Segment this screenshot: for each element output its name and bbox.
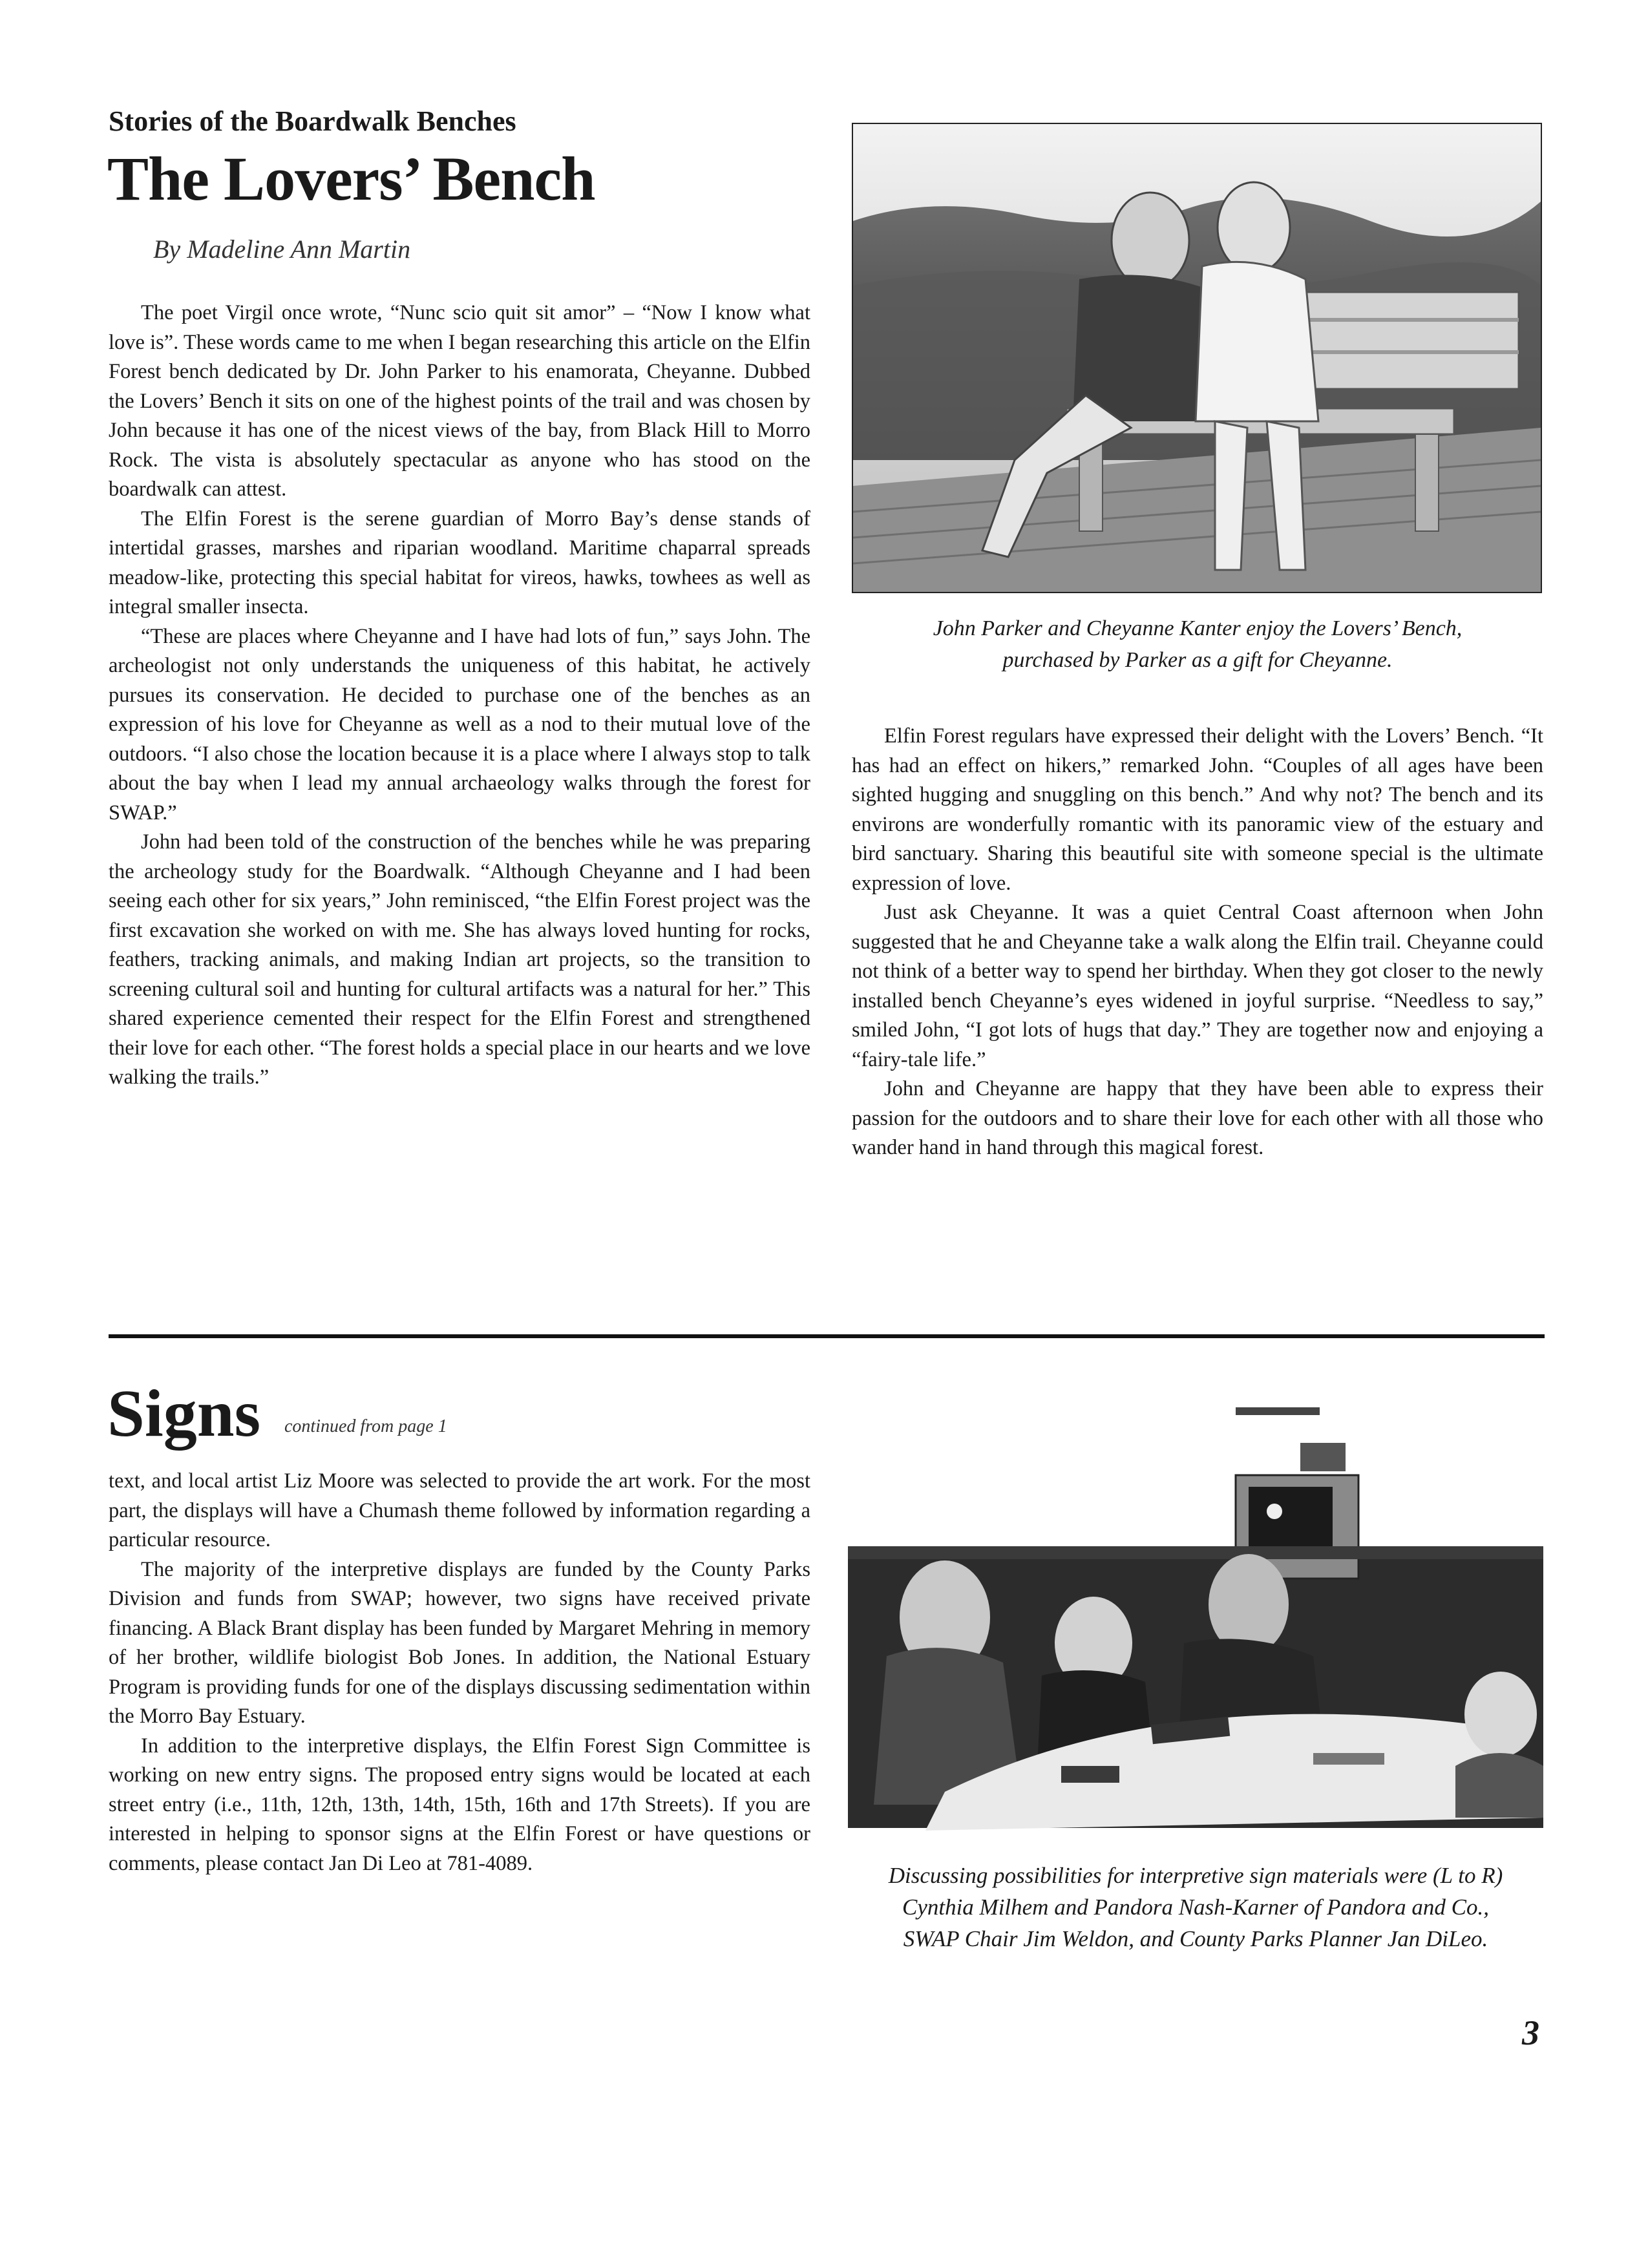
signs-paragraph: In addition to the interpretive displays, the Elfin Forest Sign Committee is working on new entry signs. The proposed entry signs would be located at each street entry (i.e., 11th, 12th, 13th, 14th, 15th, 16th and 17th Streets). If you are interested in helping to sponsor signs at the Elfin Forest or have questions or comments, please contact Jan Di Leo at 781-4089. [109,1734,810,1875]
article-byline: By Madeline Ann Martin [153,235,411,264]
article-left-column [109,299,810,1093]
bench-photo-caption-line: John Parker and Cheyanne Kanter enjoy the Lovers’ Bench, [933,616,1463,640]
signs-title: Signs [107,1376,261,1451]
signs-paragraph: The majority of the interpretive displays are funded by the County Parks Division and funds from SWAP; however, two signs have received private financing. A Black Brant display has been funded by Margaret Mehring in memory of her brother, wildlife biologist Bob Jones. In addition, the National Estuary Program is providing funds for one of the displays discussing sedimentation within the Morro Bay Estuary. [109,1557,810,1728]
article-title: The Lovers’ Bench [107,144,595,213]
article-paragraph: John had been told of the construction of the benches while he was preparing the archeology study for the Boardwalk. “Although Cheyanne and I had been seeing each other for six years,” John reminisced, “the Elfin Forest project was the first excavation she worked on with me. She has always loved hunting for rocks, feathers, tracking animals, and making Indian art projects, so the transition to screening cultural soil and hunting for cultural artifacts was a natural for her.” This shared experience cemented their respect for the Elfin Forest and strengthened their love for each other. “The forest holds a special place in our hearts and we love walking the trails.” [109,830,810,1089]
meeting-photo-caption [847,1860,1545,1955]
section-divider [109,1334,1545,1338]
meeting-photo-caption-line: Cynthia Milhem and Pandora Nash-Karner of Pandora and Co., [902,1895,1490,1920]
meeting-photo-illustration [848,1404,1543,1832]
meeting-photo [848,1404,1543,1832]
article-paragraph: John and Cheyanne are happy that they have been able to express their passion for the outdoors and to share their love for each other with all those who wander hand in hand through this magical forest. [852,1077,1543,1159]
meeting-photo-caption-line: Discussing possibilities for interpretive sign materials were (L to R) [888,1863,1503,1888]
signs-continued-note: continued from page 1 [284,1416,447,1436]
article-kicker: Stories of the Boardwalk Benches [109,105,516,137]
article-right-column [852,722,1543,1163]
article-paragraph: “These are places where Cheyanne and I have had lots of fun,” says John. The archeologist not only understands the uniqueness of this habitat, he actively pursues its conservation. He decided to purchase one of the benches as an expression of his love for Cheyanne as well as a nod to their mutual love of the outdoors. “I also chose the location because it is a place where I always stop to talk about the bay when I lead my annual archaeology walks through the forest for SWAP.” [109,624,810,824]
signs-paragraph: text, and local artist Liz Moore was selected to provide the art work. For the most part, the displays will have a Chumash theme followed by information regarding a particular resource. [109,1469,810,1551]
meeting-photo-caption-line: SWAP Chair Jim Weldon, and County Parks Planner Jan DiLeo. [903,1926,1488,1951]
article-paragraph: Elfin Forest regulars have expressed their delight with the Lovers’ Bench. “It has had an effect on hikers,” remarked John. “Couples of all ages have been sighted hugging and snuggling on this bench.” And why not? The bench and its environs are wonderfully romantic with its panoramic view of the estuary and bird sanctuary. Sharing this beautiful site with someone special is the ultimate expression of love. [852,724,1543,895]
bench-photo-illustration [853,124,1541,592]
article-paragraph: Just ask Cheyanne. It was a quiet Central Coast afternoon when John suggested that he and Cheyanne take a walk along the Elfin trail. Cheyanne could not think of a better way to spend her birthday. When they got closer to the newly installed bench Cheyanne’s eyes widened in joyful surprise. “Needless to say,” smiled John, “I got lots of hugs that day.” They are together now and enjoying a “fairy-tale life.” [852,901,1543,1071]
bench-photo-caption [852,613,1543,676]
article-paragraph: The poet Virgil once wrote, “Nunc scio quit sit amor” – “Now I know what love is”. These words came to me when I began researching this article on the Elfin Forest bench dedicated by Dr. John Parker to his enamorata, Cheyanne. Dubbed the Lovers’ Bench it sits on one of the highest points of the trail and was chosen by John because it has one of the nicest views of the bay, from Black Hill to Morro Rock. The vista is absolutely spectacular as anyone who has stood on the boardwalk can attest. [109,301,810,501]
page-number: 3 [1522,2013,1539,2052]
article-paragraph: The Elfin Forest is the serene guardian of Morro Bay’s dense stands of intertidal grasses, marshes and riparian woodland. Maritime chaparral spreads meadow-like, protecting this special habitat for vireos, hawks, towhees as well as integral smaller insecta. [109,507,810,618]
bench-photo-caption-line: purchased by Parker as a gift for Cheyanne. [1002,648,1393,672]
bench-photo [852,123,1542,593]
signs-column [109,1467,810,1878]
